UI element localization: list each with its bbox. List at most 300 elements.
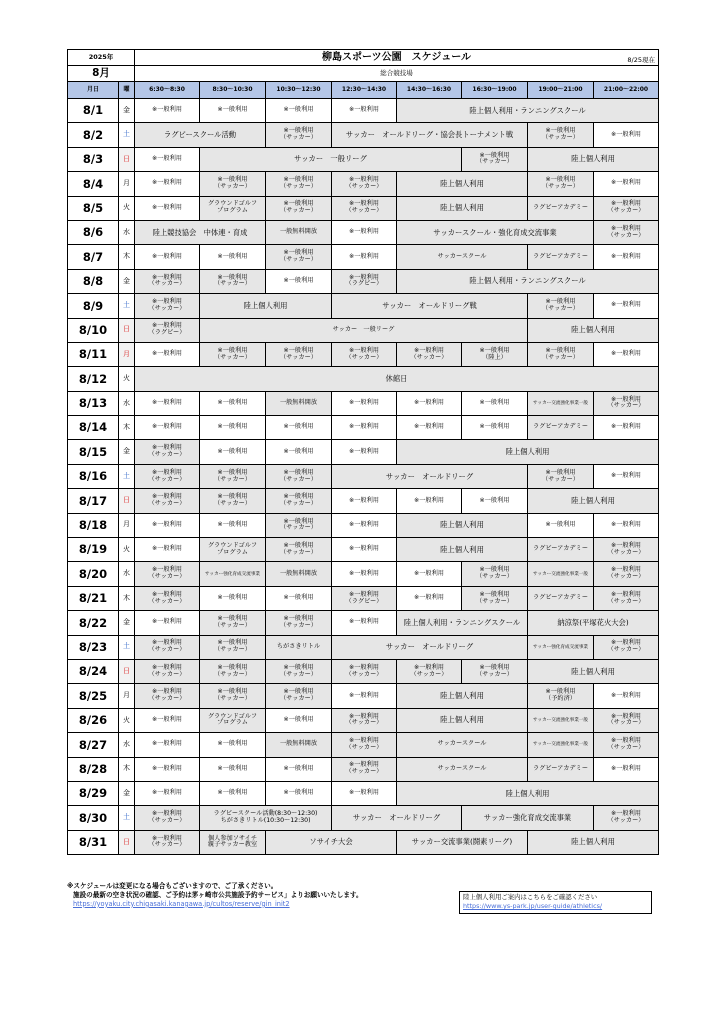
schedule-row — [68, 538, 659, 562]
schedule-cell: ※一般利用 （サッカー） — [594, 635, 659, 659]
weekday-cell: 木 — [119, 586, 135, 610]
schedule-cell: ※一般利用 — [135, 733, 200, 757]
schedule-cell: 陸上個人利用 — [397, 708, 528, 732]
schedule-row — [68, 172, 659, 196]
schedule-cell: ※一般利用 — [332, 781, 397, 805]
schedule-cell: ※一般利用 — [200, 245, 266, 269]
schedule-cell: ※一般利用 （サッカー） — [266, 538, 332, 562]
schedule-cell: ※一般利用 （サッカー） — [135, 294, 200, 318]
schedule-cell: サッカー交流事業(闘素リーグ) — [397, 830, 528, 854]
schedule-cell: ※一般利用 — [594, 123, 659, 147]
schedule-cell: ※一般利用 （サッカー） — [332, 733, 397, 757]
schedule-cell: ※一般利用 （サッカー） — [266, 513, 332, 537]
schedule-cell: ※一般利用 — [200, 416, 266, 440]
schedule-cell: 陸上個人利用・ランニングスクール — [397, 269, 659, 293]
weekday-cell: 日 — [119, 830, 135, 854]
year-label: 2025年 — [68, 50, 135, 66]
weekday-cell: 金 — [119, 781, 135, 805]
schedule-cell: ※一般利用 — [266, 757, 332, 781]
col-header-date: 月日 — [68, 82, 119, 99]
schedule-cell: ※一般利用 （サッカー） — [266, 245, 332, 269]
schedule-cell: ※一般利用 （サッカー） — [135, 684, 200, 708]
weekday-cell: 日 — [119, 489, 135, 513]
schedule-cell: ※一般利用 — [200, 781, 266, 805]
schedule-cell: ※一般利用 （サッカー） — [594, 391, 659, 415]
date-cell: 8/20 — [68, 562, 119, 586]
weekday-cell: 土 — [119, 635, 135, 659]
weekday-cell: 土 — [119, 464, 135, 488]
schedule-cell: ※一般利用 （ラグビー） — [135, 318, 200, 342]
schedule-cell: ※一般利用 （サッカー） — [594, 220, 659, 244]
schedule-cell: 陸上競技協会 中体連・育成 — [135, 220, 266, 244]
schedule-cell: ※一般利用 （サッカー） — [135, 830, 200, 854]
schedule-cell: 陸上個人利用 — [397, 172, 528, 196]
schedule-row — [68, 513, 659, 537]
schedule-cell: ※一般利用 （サッカー） — [332, 757, 397, 781]
date-cell: 8/13 — [68, 391, 119, 415]
schedule-cell: サッカー交流強化事業一般 — [528, 391, 594, 415]
schedule-row — [68, 757, 659, 781]
date-cell: 8/26 — [68, 708, 119, 732]
time-slot-header: 16:30～19:00 — [462, 82, 528, 99]
schedule-row — [68, 123, 659, 147]
athletics-info-text: 陸上個人利用ご案内はこちらをご確認ください — [463, 893, 598, 901]
schedule-cell: ※一般利用 — [266, 586, 332, 610]
schedule-row — [68, 562, 659, 586]
schedule-row — [68, 147, 659, 171]
schedule-cell: サッカースクール — [397, 245, 528, 269]
schedule-cell: ※一般利用 — [200, 733, 266, 757]
schedule-table — [67, 49, 659, 855]
schedule-cell: 個人参加ソサイチ 親子サッカー教室 — [200, 830, 266, 854]
schedule-cell: ※一般利用 — [135, 538, 200, 562]
weekday-cell: 火 — [119, 367, 135, 391]
time-slot-header: 12:30～14:30 — [332, 82, 397, 99]
schedule-row — [68, 659, 659, 683]
schedule-cell: ※一般利用 （サッカー） — [135, 635, 200, 659]
schedule-cell: ラグビースクール活動 — [135, 123, 266, 147]
schedule-cell: ※一般利用 （サッカー） — [266, 684, 332, 708]
schedule-cell: ※一般利用 — [135, 147, 200, 171]
date-cell: 8/14 — [68, 416, 119, 440]
schedule-cell: ※一般利用 （サッカー） — [332, 196, 397, 220]
schedule-cell: ※一般利用 — [135, 757, 200, 781]
schedule-cell: 陸上個人利用 — [200, 294, 332, 318]
note-reservation: 施設の最新の空き状況の確認、ご予約は茅ヶ崎市公共施設予約サービス」よりお願いいたします。 — [73, 890, 363, 899]
weekday-cell: 金 — [119, 440, 135, 464]
date-cell: 8/3 — [68, 147, 119, 171]
schedule-cell: サッカー オールドリーグ — [332, 806, 462, 830]
schedule-cell: ※一般利用 — [332, 684, 397, 708]
schedule-row — [68, 196, 659, 220]
weekday-cell: 木 — [119, 245, 135, 269]
schedule-cell: ※一般利用 — [332, 245, 397, 269]
date-cell: 8/24 — [68, 659, 119, 683]
schedule-cell: サッカー交流強化事業一般 — [528, 562, 594, 586]
schedule-row — [68, 99, 659, 123]
weekday-cell: 水 — [119, 220, 135, 244]
date-cell: 8/1 — [68, 99, 119, 123]
schedule-cell: ※一般利用 （サッカー） — [332, 172, 397, 196]
header-row — [68, 82, 659, 99]
schedule-row — [68, 708, 659, 732]
schedule-cell: ※一般利用 — [594, 684, 659, 708]
schedule-cell: 陸上個人利用・ランニングスクール — [397, 611, 528, 635]
schedule-cell: 陸上個人利用 — [397, 684, 528, 708]
weekday-cell: 月 — [119, 342, 135, 366]
schedule-cell: ※一般利用 — [397, 416, 462, 440]
time-slot-header: 10:30～12:30 — [266, 82, 332, 99]
schedule-cell: ※一般利用 （サッカー） — [528, 342, 594, 366]
time-slot-header: 6:30～8:30 — [135, 82, 200, 99]
date-cell: 8/21 — [68, 586, 119, 610]
schedule-cell: ※一般利用 （サッカー） — [135, 440, 200, 464]
schedule-cell: ※一般利用 （サッカー） — [594, 733, 659, 757]
schedule-cell: 陸上個人利用・ランニングスクール — [397, 99, 659, 123]
schedule-cell: ラグビーアカデミー — [528, 586, 594, 610]
weekday-cell: 土 — [119, 806, 135, 830]
weekday-cell: 金 — [119, 611, 135, 635]
schedule-cell: ※一般利用 （サッカー） — [266, 342, 332, 366]
schedule-cell: ※一般利用 — [594, 513, 659, 537]
date-cell: 8/23 — [68, 635, 119, 659]
schedule-cell: ※一般利用 （サッカー） — [594, 538, 659, 562]
schedule-cell: ※一般利用 — [332, 562, 397, 586]
schedule-row — [68, 440, 659, 464]
weekday-cell: 水 — [119, 562, 135, 586]
schedule-cell: ※一般利用 （サッカー） — [332, 708, 397, 732]
schedule-row — [68, 245, 659, 269]
date-cell: 8/9 — [68, 294, 119, 318]
weekday-cell: 木 — [119, 416, 135, 440]
schedule-cell: サッカー交流強化事業一般 — [528, 708, 594, 732]
schedule-cell: ※一般利用 — [332, 440, 397, 464]
schedule-cell: ※一般利用 （サッカー） — [135, 659, 200, 683]
schedule-cell: ※一般利用 — [135, 391, 200, 415]
schedule-cell: ※一般利用 — [594, 464, 659, 488]
schedule-cell: ラグビーアカデミー — [528, 245, 594, 269]
weekday-cell: 日 — [119, 659, 135, 683]
schedule-cell: ※一般利用 （サッカー） — [200, 342, 266, 366]
schedule-cell: サッカー オールドリーグ — [332, 464, 528, 488]
schedule-cell: 一般無料開放 — [266, 562, 332, 586]
schedule-cell: サッカー オールドリーグ戦 — [332, 294, 528, 318]
schedule-cell: ※一般利用 — [332, 220, 397, 244]
schedule-cell: ※一般利用 （サッカー） — [594, 806, 659, 830]
schedule-cell: 陸上個人利用 — [528, 489, 659, 513]
schedule-cell: ※一般利用 — [266, 99, 332, 123]
schedule-cell: グラウンドゴルフ プログラム — [200, 196, 266, 220]
schedule-cell: ※一般利用 （サッカー） — [266, 464, 332, 488]
weekday-cell: 月 — [119, 513, 135, 537]
schedule-cell: ※一般利用 （サッカー） — [135, 562, 200, 586]
schedule-cell: ※一般利用 （サッカー） — [266, 196, 332, 220]
schedule-cell: サッカー強化育成交流事業 — [200, 562, 266, 586]
schedule-cell: ※一般利用 — [332, 391, 397, 415]
schedule-cell: ※一般利用 — [135, 513, 200, 537]
schedule-cell: ※一般利用 — [266, 440, 332, 464]
schedule-cell: ※一般利用 — [332, 99, 397, 123]
schedule-cell: ※一般利用 （サッカー） — [200, 489, 266, 513]
schedule-cell: 一般無料開放 — [266, 220, 332, 244]
schedule-cell: ※一般利用 — [594, 757, 659, 781]
venue-label: 総合競技場 — [135, 66, 659, 82]
schedule-cell: 一般無料開放 — [266, 391, 332, 415]
schedule-cell: ※一般利用 （サッカー） — [200, 269, 266, 293]
schedule-cell: ラグビースクール活動(8:30～12:30) ちがさきリトル(10:30～12:30) — [200, 806, 332, 830]
schedule-cell: ※一般利用 — [594, 172, 659, 196]
schedule-cell: ※一般利用 （サッカー） — [200, 635, 266, 659]
schedule-cell: サッカー強化育成交流事業 — [462, 806, 594, 830]
schedule-cell: ※一般利用 — [135, 708, 200, 732]
schedule-cell: ※一般利用 （サッカー） — [462, 147, 528, 171]
schedule-cell: 陸上個人利用 — [528, 830, 659, 854]
schedule-cell: ※一般利用 （サッカー） — [200, 611, 266, 635]
schedule-cell: グラウンドゴルフ プログラム — [200, 708, 266, 732]
schedule-cell: ※一般利用 — [594, 342, 659, 366]
schedule-cell: ※一般利用 — [594, 294, 659, 318]
schedule-cell: サッカースクール — [397, 733, 528, 757]
schedule-cell: ※一般利用 （サッカー） — [200, 684, 266, 708]
date-cell: 8/11 — [68, 342, 119, 366]
schedule-cell: ソサイチ大会 — [266, 830, 397, 854]
schedule-row — [68, 220, 659, 244]
schedule-cell: ※一般利用 — [266, 269, 332, 293]
schedule-cell: ※一般利用 （サッカー） — [397, 659, 462, 683]
schedule-row — [68, 733, 659, 757]
schedule-cell: ※一般利用 （サッカー） — [594, 586, 659, 610]
schedule-cell: サッカースクール・強化育成交流事業 — [397, 220, 594, 244]
schedule-row — [68, 806, 659, 830]
time-slot-header: 21:00～22:00 — [594, 82, 659, 99]
schedule-row — [68, 294, 659, 318]
schedule-cell: ※一般利用 （サッカー） — [462, 586, 528, 610]
schedule-cell: 休館日 — [135, 367, 659, 391]
schedule-cell: 一般無料開放 — [266, 733, 332, 757]
weekday-cell: 水 — [119, 391, 135, 415]
schedule-cell: ※一般利用 （サッカー） — [397, 342, 462, 366]
schedule-cell: サッカー交流強化事業一般 — [528, 733, 594, 757]
weekday-cell: 日 — [119, 147, 135, 171]
schedule-cell: 陸上個人利用 — [397, 781, 659, 805]
schedule-row — [68, 611, 659, 635]
schedule-row — [68, 367, 659, 391]
schedule-cell: ※一般利用 — [200, 513, 266, 537]
date-cell: 8/28 — [68, 757, 119, 781]
schedule-cell: ※一般利用 — [462, 416, 528, 440]
schedule-cell: ※一般利用 — [266, 708, 332, 732]
schedule-cell: ※一般利用 — [200, 391, 266, 415]
schedule-cell: ※一般利用 （サッカー） — [528, 294, 594, 318]
schedule-cell: ラグビーアカデミー — [528, 416, 594, 440]
schedule-cell: サッカースクール — [397, 757, 528, 781]
weekday-cell: 火 — [119, 708, 135, 732]
schedule-cell: ※一般利用 （サッカー） — [462, 659, 528, 683]
schedule-cell: ※一般利用 （サッカー） — [462, 562, 528, 586]
schedule-cell: ※一般利用 （サッカー） — [135, 464, 200, 488]
schedule-cell: 納涼祭(平塚花火大会) — [528, 611, 659, 635]
schedule-cell: ※一般利用 — [397, 586, 462, 610]
schedule-cell: 陸上個人利用 — [397, 538, 528, 562]
schedule-cell: ※一般利用 — [200, 99, 266, 123]
schedule-cell: 陸上個人利用 — [397, 196, 528, 220]
weekday-cell: 木 — [119, 757, 135, 781]
schedule-cell: ※一般利用 （サッカー） — [594, 562, 659, 586]
schedule-row — [68, 318, 659, 342]
schedule-cell: ※一般利用 （サッカー） — [266, 172, 332, 196]
schedule-cell: サッカー強化育成交流事業 — [528, 635, 594, 659]
schedule-cell: ※一般利用 — [135, 611, 200, 635]
weekday-cell: 金 — [119, 99, 135, 123]
schedule-cell: ※一般利用 — [594, 245, 659, 269]
schedule-cell: サッカー オールドリーグ・協会長トーナメント戦 — [332, 123, 528, 147]
schedule-cell: 陸上個人利用 — [528, 659, 659, 683]
schedule-cell: ※一般利用 （サッカー） — [135, 806, 200, 830]
schedule-cell: サッカー オールドリーグ — [332, 635, 528, 659]
schedule-cell: ※一般利用 — [266, 781, 332, 805]
schedule-row — [68, 586, 659, 610]
weekday-cell: 水 — [119, 733, 135, 757]
schedule-row — [68, 830, 659, 854]
month-label: 8月 — [68, 66, 135, 82]
weekday-cell: 月 — [119, 172, 135, 196]
reservation-link[interactable]: https://yoyaku.city.chigasaki.kanagawa.jp/cultos/reserve/gin_init2 — [73, 899, 290, 908]
schedule-cell: ※一般利用 — [135, 245, 200, 269]
schedule-cell: ※一般利用 （サッカー） — [594, 196, 659, 220]
time-slot-header: 8:30～10:30 — [200, 82, 266, 99]
schedule-cell: ラグビーアカデミー — [528, 538, 594, 562]
schedule-cell: ※一般利用 （サッカー） — [200, 659, 266, 683]
weekday-cell: 火 — [119, 196, 135, 220]
date-cell: 8/29 — [68, 781, 119, 805]
schedule-cell: ※一般利用 （サッカー） — [594, 708, 659, 732]
time-slot-header: 14:30～16:30 — [397, 82, 462, 99]
athletics-info-box — [459, 891, 652, 914]
date-cell: 8/4 — [68, 172, 119, 196]
schedule-cell: ※一般利用 （サッカー） — [200, 172, 266, 196]
schedule-cell: ※一般利用 （サッカー） — [200, 464, 266, 488]
schedule-cell: ※一般利用 — [397, 489, 462, 513]
schedule-row — [68, 489, 659, 513]
schedule-cell: ※一般利用 — [135, 172, 200, 196]
schedule-cell: ※一般利用 — [200, 757, 266, 781]
schedule-cell: ※一般利用 （陸上） — [462, 342, 528, 366]
date-cell: 8/5 — [68, 196, 119, 220]
col-header-dow: 曜 — [119, 82, 135, 99]
weekday-cell: 金 — [119, 269, 135, 293]
date-cell: 8/18 — [68, 513, 119, 537]
schedule-cell: ※一般利用 — [135, 99, 200, 123]
athletics-info-link[interactable]: https://www.ys-park.jp/user-guide/athletics/ — [463, 902, 603, 911]
schedule-row — [68, 781, 659, 805]
weekday-cell: 日 — [119, 318, 135, 342]
schedule-cell: 陸上個人利用 — [397, 513, 528, 537]
weekday-cell: 土 — [119, 123, 135, 147]
schedule-cell: ※一般利用 （予約済） — [528, 684, 594, 708]
date-cell: 8/19 — [68, 538, 119, 562]
schedule-cell: ※一般利用 — [332, 513, 397, 537]
schedule-cell: ※一般利用 （サッカー） — [332, 342, 397, 366]
schedule-cell: ラグビーアカデミー — [528, 757, 594, 781]
note-change: ※スケジュールは変更になる場合もございますので、ご了承ください。 — [67, 882, 278, 890]
schedule-cell: ※一般利用 — [332, 538, 397, 562]
schedule-cell: ※一般利用 — [332, 416, 397, 440]
schedule-cell: 陸上個人利用 — [397, 440, 659, 464]
schedule-row — [68, 391, 659, 415]
schedule-row — [68, 464, 659, 488]
schedule-cell: ※一般利用 （ラグビー） — [332, 586, 397, 610]
schedule-cell: ※一般利用 — [332, 489, 397, 513]
schedule-cell: ※一般利用 （サッカー） — [135, 489, 200, 513]
date-cell: 8/15 — [68, 440, 119, 464]
date-cell: 8/17 — [68, 489, 119, 513]
schedule-cell: 陸上個人利用 — [528, 147, 659, 171]
schedule-cell: ※一般利用 — [594, 416, 659, 440]
schedule-cell: ※一般利用 （サッカー） — [528, 172, 594, 196]
schedule-cell: ラグビーアカデミー — [528, 196, 594, 220]
schedule-cell: ※一般利用 — [135, 196, 200, 220]
schedule-cell: ※一般利用 （サッカー） — [135, 586, 200, 610]
schedule-cell: ※一般利用 — [397, 562, 462, 586]
date-cell: 8/31 — [68, 830, 119, 854]
schedule-cell: ※一般利用 — [200, 586, 266, 610]
page-title — [135, 50, 659, 66]
schedule-cell: ※一般利用 （サッカー） — [528, 123, 594, 147]
weekday-cell: 土 — [119, 294, 135, 318]
schedule-cell: ※一般利用 （サッカー） — [135, 269, 200, 293]
schedule-cell: ※一般利用 （サッカー） — [266, 611, 332, 635]
date-cell: 8/27 — [68, 733, 119, 757]
schedule-row — [68, 416, 659, 440]
weekday-cell: 月 — [119, 684, 135, 708]
schedule-cell: ※一般利用 （サッカー） — [332, 659, 397, 683]
date-cell: 8/7 — [68, 245, 119, 269]
schedule-cell: ※一般利用 （サッカー） — [266, 659, 332, 683]
schedule-cell: ※一般利用 — [462, 391, 528, 415]
date-cell: 8/12 — [68, 367, 119, 391]
schedule-cell: ちがさきリトル — [266, 635, 332, 659]
date-cell: 8/10 — [68, 318, 119, 342]
schedule-cell: ※一般利用 （サッカー） — [266, 123, 332, 147]
schedule-cell: ※一般利用 — [528, 513, 594, 537]
date-cell: 8/8 — [68, 269, 119, 293]
date-cell: 8/22 — [68, 611, 119, 635]
date-cell: 8/2 — [68, 123, 119, 147]
title-text: 柳島スポーツ公園 スケジュール — [322, 52, 471, 63]
schedule-cell: ※一般利用 — [462, 489, 528, 513]
date-cell: 8/25 — [68, 684, 119, 708]
schedule-cell: ※一般利用 — [135, 342, 200, 366]
schedule-cell: ※一般利用 （サッカー） — [266, 489, 332, 513]
schedule-cell: ※一般利用 — [200, 440, 266, 464]
date-cell: 8/6 — [68, 220, 119, 244]
schedule-cell: ※一般利用 （サッカー） — [528, 464, 594, 488]
schedule-cell: ※一般利用 — [266, 416, 332, 440]
time-slot-header: 19:00～21:00 — [528, 82, 594, 99]
schedule-row — [68, 635, 659, 659]
date-cell: 8/30 — [68, 806, 119, 830]
schedule-row — [68, 342, 659, 366]
schedule-cell: ※一般利用 — [135, 416, 200, 440]
schedule-cell: ※一般利用 — [397, 391, 462, 415]
weekday-cell: 火 — [119, 538, 135, 562]
as-of-date: 8/25現在 — [627, 55, 655, 64]
date-cell: 8/16 — [68, 464, 119, 488]
schedule-cell: ※一般利用 — [332, 611, 397, 635]
schedule-cell: グラウンドゴルフ プログラム — [200, 538, 266, 562]
schedule-cell: ※一般利用 — [135, 781, 200, 805]
schedule-row — [68, 684, 659, 708]
